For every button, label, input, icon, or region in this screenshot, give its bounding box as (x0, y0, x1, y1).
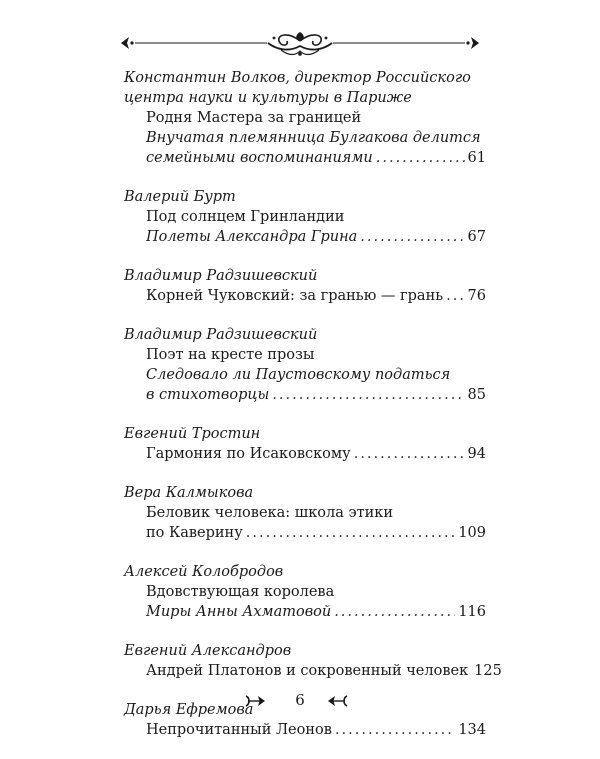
toc-entry (124, 266, 486, 306)
dot-leader (446, 286, 464, 306)
author-name: Дарья Ефремова (124, 702, 254, 718)
article-title-line: Вдовствующая королева (146, 584, 335, 600)
toc-entry (124, 424, 486, 464)
toc-entry (124, 641, 502, 681)
article-title-line-with-page (124, 385, 486, 405)
page-ref: 76 (467, 288, 486, 304)
article-title-text: семейными воспоминаниями (146, 150, 373, 166)
top-flourish-ornament (119, 26, 481, 60)
page-ref: 116 (458, 604, 486, 620)
left-arrow-flourish-icon (244, 692, 266, 710)
article-title-line-with-page (124, 444, 486, 464)
article-title-line: Под солнцем Гринландии (146, 209, 345, 225)
dot-leader (272, 385, 464, 405)
page-footer (0, 690, 600, 714)
article-title-line: Поэт на кресте прозы (146, 347, 315, 363)
author-name: Валерий Бурт (124, 189, 236, 205)
author-name: Владимир Радзишевский (124, 327, 318, 343)
toc-entry (124, 187, 486, 247)
author-name: Вера Калмыкова (124, 485, 254, 501)
article-title-line: Беловик человека: школа этики (146, 505, 394, 521)
page-ref: 94 (467, 446, 486, 462)
dot-leader (354, 444, 465, 464)
article-title-line-with-page (124, 523, 486, 543)
article-title-line-with-page (124, 661, 502, 681)
dot-leader (360, 227, 464, 247)
page-ref: 134 (458, 722, 486, 738)
article-title-text: Непрочитанный Леонов (146, 722, 332, 738)
page-number: 6 (295, 691, 305, 709)
page-ref: 109 (458, 525, 486, 541)
toc-entry (124, 562, 486, 622)
article-title-line-with-page (124, 602, 486, 622)
page-ref: 85 (467, 387, 486, 403)
page-ref: 125 (474, 663, 502, 679)
toc-entry (124, 68, 486, 168)
article-title-text: в стихотворцы (146, 387, 270, 403)
author-name: Владимир Радзишевский (124, 268, 318, 284)
page-ref: 67 (467, 229, 486, 245)
article-title-text: по Каверину (146, 525, 243, 541)
author-name: Константин Волков, директор Российского (124, 70, 471, 86)
author-name: Евгений Тростин (124, 426, 261, 442)
article-title-text: Андрей Платонов и сокровенный человек (146, 663, 469, 679)
dot-leader (334, 602, 455, 622)
article-title-line-with-page (124, 720, 486, 740)
article-title-text: Корней Чуковский: за гранью — грань (146, 288, 444, 304)
article-title-line: Следовало ли Паустовскому податься (146, 367, 451, 383)
dot-leader (376, 148, 465, 168)
table-of-contents (124, 68, 502, 759)
dot-leader (335, 720, 455, 740)
toc-entry (124, 483, 486, 543)
article-title-line-with-page (124, 148, 486, 168)
article-title-text: Полеты Александра Грина (146, 229, 358, 245)
dot-leader (246, 523, 456, 543)
page-ref: 61 (467, 150, 486, 166)
author-name: центра науки и культуры в Париже (124, 90, 412, 106)
article-title-text: Гармония по Исаковскому (146, 446, 351, 462)
flourish-ornament-icon (119, 26, 481, 60)
article-title-line: Родня Мастера за границей (146, 110, 362, 126)
author-name: Алексей Колобродов (124, 564, 284, 580)
article-title-line-with-page (124, 286, 486, 306)
article-title-line: Внучатая племянница Булгакова делится (146, 130, 481, 146)
right-arrow-flourish-icon (327, 692, 349, 710)
toc-entry (124, 325, 486, 405)
article-title-text: Миры Анны Ахматовой (146, 604, 332, 620)
article-title-line-with-page (124, 227, 486, 247)
author-name: Евгений Александров (124, 643, 292, 659)
